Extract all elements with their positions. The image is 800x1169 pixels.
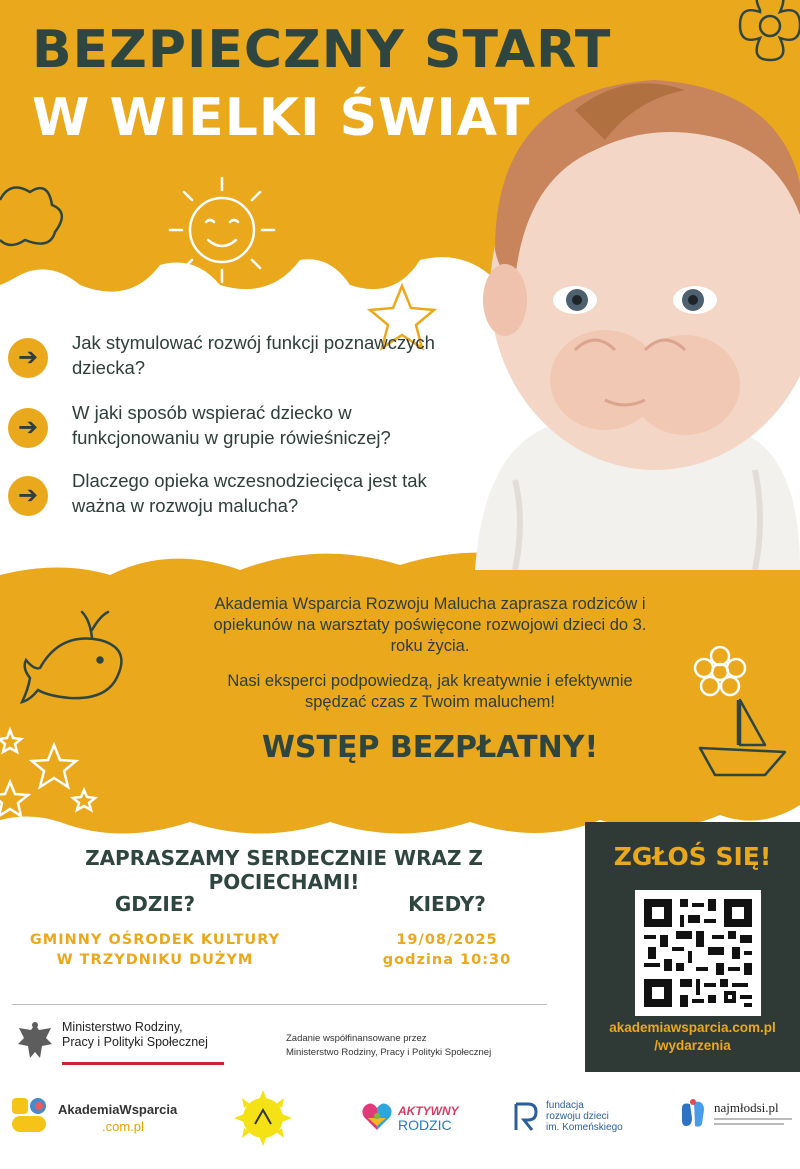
logo-akademia-wsparcia: [10, 1094, 180, 1138]
arrow-right-icon: ➔: [8, 476, 48, 516]
najmlodsi-text: najmłodsi.pl: [714, 1100, 779, 1115]
where-value: [10, 930, 300, 970]
ministry-underline: [62, 1062, 224, 1065]
aktywny-text: AKTYWNY: [398, 1104, 459, 1118]
cofinance-line: Ministerstwo Rodziny, Pracy i Polityki Społecznej: [286, 1047, 492, 1058]
registration-url-line[interactable]: akademiawsparcia.com.pl: [609, 1020, 776, 1035]
logo-fundacja: [512, 1098, 642, 1138]
ministry-name-line: Ministerstwo Rodziny,: [62, 1020, 183, 1034]
question-text: Dlaczego opieka wczesnodziecięca jest tak ważna w rozwoju malucha?: [72, 470, 427, 516]
fundacja-line: fundacja: [546, 1100, 584, 1111]
baby-photo: [455, 0, 800, 570]
when-value: [362, 930, 532, 970]
event-description: [200, 594, 660, 727]
question-item: [0, 468, 470, 538]
title-line-1: BEZPIECZNY START: [32, 20, 612, 80]
arrow-right-icon: ➔: [8, 408, 48, 448]
divider: [12, 1004, 547, 1005]
question-item: [0, 330, 470, 400]
cofinance-note: [286, 1032, 491, 1060]
registration-panel: [585, 822, 800, 1072]
registration-url-line[interactable]: /wydarzenia: [654, 1038, 731, 1053]
question-text: W jaki sposób wspierać dziecko w funkcjonowaniu w grupie rówieśniczej?: [72, 402, 391, 448]
ministry-name-line: Pracy i Polityki Społecznej: [62, 1035, 208, 1049]
where-line: GMINNY OŚRODEK KULTURY: [29, 932, 281, 948]
heart-puzzle-icon: [360, 1100, 394, 1134]
event-date: 19/08/2025: [396, 932, 498, 948]
fundacja-line: im. Komeńskiego: [546, 1122, 623, 1133]
when-label: KIEDY?: [408, 892, 486, 916]
question-item: [0, 400, 470, 470]
where-label: GDZIE?: [114, 892, 196, 916]
rodzic-text: RODZIC: [398, 1117, 452, 1133]
register-heading: ZGŁOŚ SIĘ!: [613, 842, 772, 871]
fundacja-line: rozwoju dzieci: [546, 1111, 609, 1122]
invite-heading: ZAPRASZAMY SERDECZNIE WRAZ Z POCIECHAMI!: [85, 846, 483, 894]
ministry-name: [62, 1020, 208, 1050]
najmlodsi-fineprint-line: [714, 1118, 792, 1120]
cofinance-line: Zadanie współfinansowane przez: [286, 1033, 427, 1044]
arrow-right-icon: ➔: [8, 338, 48, 378]
ministry-logo: [16, 1020, 236, 1070]
description-paragraph: Nasi eksperci podpowiedzą, jak kreatywnie i efektywnie spędzać czas z Twoim maluchem!: [227, 672, 633, 711]
registration-link[interactable]: [585, 1019, 800, 1055]
eagle-emblem-icon: [16, 1020, 54, 1064]
fundacja-logo-icon: [512, 1102, 538, 1132]
free-entry-heading: WSTĘP BEZPŁATNY!: [261, 730, 599, 765]
fundacja-text: [546, 1100, 623, 1133]
logo-aktywny-rodzic: [360, 1098, 460, 1138]
akademia-logo-icon: [10, 1096, 50, 1136]
akademia-logo-text: AkademiaWsparcia: [58, 1102, 178, 1117]
najmlodsi-fineprint-line: [714, 1123, 784, 1125]
event-time: godzina 10:30: [382, 952, 512, 968]
where-line: W TRZYDNIKU DUŻYM: [56, 952, 254, 968]
question-text: Jak stymulować rozwój funkcji poznawczych dziecka?: [72, 332, 435, 378]
description-paragraph: Akademia Wsparcia Rozwoju Malucha zaprasza rodziców i opiekunów na warsztaty poświęcone rozwojowi dzieci do 3. roku życia.: [213, 595, 647, 655]
sun-badge-logo-icon: [228, 1090, 298, 1146]
najmlodsi-logo-icon: [678, 1098, 708, 1130]
qr-code-icon[interactable]: [635, 890, 761, 1016]
title-line-2: W WIELKI ŚWIAT: [32, 88, 531, 148]
logo-najmlodsi: [678, 1096, 796, 1136]
akademia-logo-domain: .com.pl: [102, 1119, 144, 1134]
